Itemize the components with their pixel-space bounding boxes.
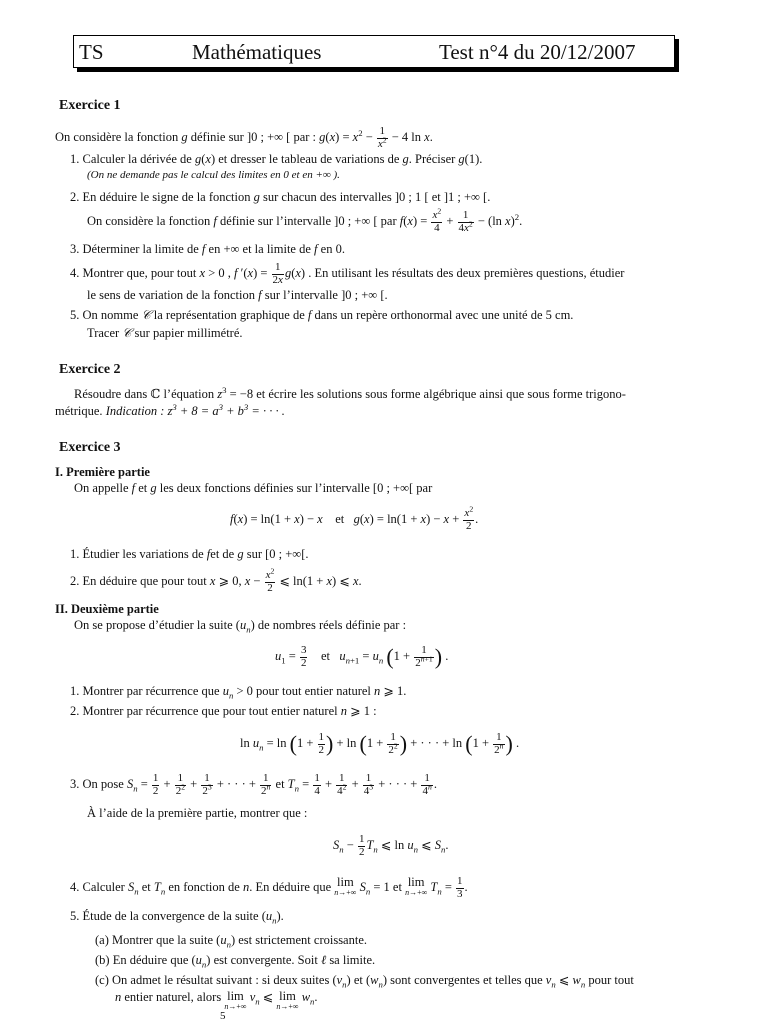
part1-intro: On appelle f et g les deux fonctions définies sur l’intervalle [0 ; +∞[ par [74,481,433,495]
ex1-intro: On considère la fonction g définie sur ]0 ; +∞ [ par : $g(x) = x^2$ − $\frac{1}{x^2}$ − 4 ln x. [55,125,433,150]
part2-q4: 4. Calculer $S_n$ et $T_n$ en fonction de n. En déduire que lim n→+∞ $S_n = 1$ et lim n→+∞ $T_n$ = $\frac{1}{3}$ . [70,875,468,900]
part1-definitions: f(x) = ln(1 + x) − x et g(x) = ln(1 + x) − x + $\frac{x^2}{2}$ . [230,504,479,532]
inequality-formula: $S_n$ − $\frac{1}{2}$ $T_n$ ⩽ $\ln u_n$ ⩽ $S_n$. [333,833,449,858]
part2-q3-cont: À l’aide de la première partie, montrer que : [87,806,308,820]
exercise-2-title: Exercice 2 [59,362,121,377]
part2-q5c: (c) On admet le résultat suivant : si deux suites $(v_n)$ et $(w_n)$ sont convergentes et telles que $v_n$ ⩽ $w_n$ pour tout [95,973,634,990]
ex1-q5: 5. On nomme 𝒞 la représentation graphique de f dans un repère orthonormal avec une unité de 5 cm. [70,308,574,322]
part2-q5b: (b) En déduire que $(u_n)$ est convergente. Soit ℓ sa limite. [95,953,376,970]
ex1-q1-note: (On ne demande pas le calcul des limites en 0 et en +∞ ). [87,169,340,181]
page-number: 5 [220,1010,226,1022]
exercise-3-title: Exercice 3 [59,440,121,455]
part2-q2: 2. Montrer par récurrence que pour tout entier naturel n ⩾ 1 : [70,704,377,718]
ex1-q2: 2. En déduire le signe de la fonction g sur chacun des intervalles ]0 ; 1 [ et ]1 ; +∞ [. [70,190,491,204]
part2-q5a: (a) Montrer que la suite $(u_n)$ est strictement croissante. [95,933,368,950]
subject-title: Mathématiques [192,40,322,64]
ex1-q1: 1. Calculer la dérivée de g(x) et dresser le tableau de variations de g. Préciser g(1). [70,152,483,166]
part2-q5: 5. Étude de la convergence de la suite $(u_n)$. [70,909,284,926]
ex1-q3: 3. Déterminer la limite de f en +∞ et la limite de f en 0. [70,242,345,256]
header-box [73,35,675,68]
part-2-title: II. Deuxième partie [55,602,159,616]
ex2-text: Résoudre dans ℂ l’équation $z^3 = -8$ et écrire les solutions sous forme algébrique ainsi que sous forme trigono- [74,384,626,401]
exercise-1-title: Exercice 1 [59,98,121,113]
log-sum-formula: $\ln u_n = \ln (1$ + $\frac{1}{2}$ ) + ln (1 + $\frac{1}{2^2}$ ) + · · · + ln (1 + $\frac{1}{2^n}$ ) . [240,731,520,757]
ex1-q5-cont: Tracer 𝒞 sur papier millimétré. [87,326,243,340]
part1-q2: 2. En déduire que pour tout x ⩾ 0, x − $\frac{x^2}{2}$ ⩽ ln(1 + x) ⩽ x. [70,566,362,594]
part1-q1: 1. Étudier les variations de fet de g sur [0 ; +∞[. [70,547,309,561]
test-title: Test n°4 du 20/12/2007 [439,40,636,64]
part-1-title: I. Première partie [55,465,150,479]
ex1-q4: 4. Montrer que, pour tout x > 0 , f ′(x) = $\frac{1}{2x}$ g(x) . En utilisant les résultats des deux premières questions, étudier [70,261,625,286]
class-label: TS [79,40,104,64]
sequence-definition: $u_1$ = $\frac{3}{2}$ et $u_{n+1} = u_n$ (1 + $\frac{1}{2^{n+1}}$ ) . [275,644,449,670]
part2-intro: On se propose d’étudier la suite $(u_n)$ de nombres réels définie par : [74,618,407,635]
ex1-q4-cont: le sens de variation de la fonction f sur l’intervalle ]0 ; +∞ [. [87,288,388,302]
part2-q1: 1. Montrer par récurrence que $u_n > 0$ pour tout entier naturel n ⩾ 1. [70,684,407,701]
ex1-f-def: On considère la fonction f définie sur l’intervalle ]0 ; +∞ [ par f(x) = $\frac{x^2}{4}$ + $\frac{1}{4x^2}$ − (ln x)$^2$. [87,206,523,234]
ex2-text-cont: métrique. Indication : $z^3 + 8 = a^3 + b^3$ = · · · . [55,401,285,418]
part2-q5c-cont: n entier naturel, alors lim n→+∞ $v_n$ ⩽ lim n→+∞ $w_n$. [115,989,318,1011]
part2-q3: 3. On pose $S_n$ = $\frac{1}{2}$ + $\frac{1}{2^2}$ + $\frac{1}{2^3}$ + · · · + $\frac{1}{2^n}$ et $T_n$ = $\frac{1}{4}$ + $\frac{1}{4^2}$ + $\frac{1}{4^3}$ + · · · + $\frac{1}{4^n}$ . [70,772,437,797]
